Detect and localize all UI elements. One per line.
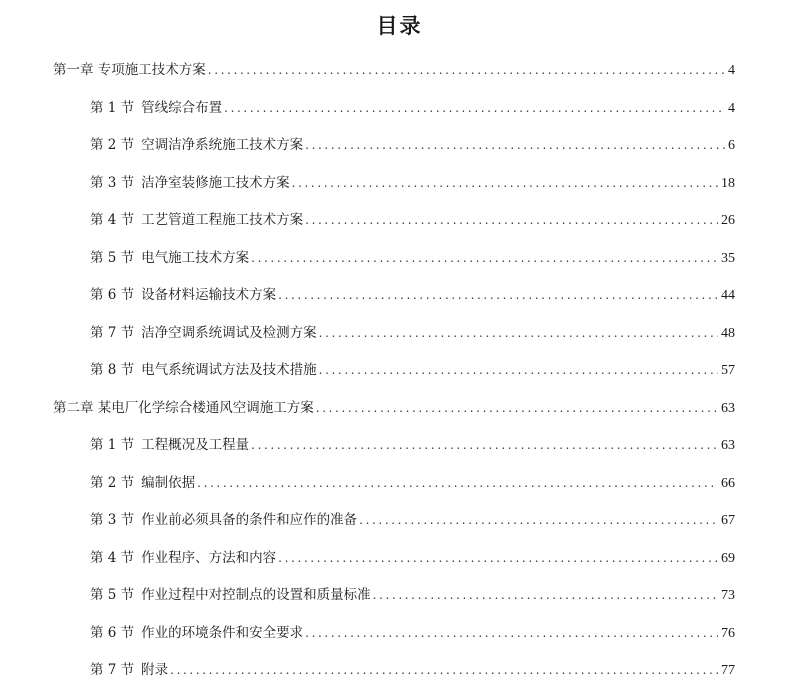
toc-section-label [90,434,249,456]
toc-section-number: 第 4 节 [90,212,135,228]
toc-section-label [90,97,222,119]
toc-chapter-2[interactable] [53,397,735,419]
toc-page-number: 35 [721,250,735,266]
toc-section-label [90,172,290,194]
toc-section-number: 第 4 节 [90,549,135,566]
dot-leader [316,397,718,419]
toc-section-2-4[interactable] [90,547,735,569]
toc-section-number: 第 7 节 [90,662,135,678]
toc-section-label [90,659,168,681]
toc-section-1-8[interactable] [90,359,735,381]
toc-section-1-3[interactable] [90,172,735,194]
toc-section-number: 第 8 节 [90,362,135,378]
toc-page-number: 63 [721,438,735,453]
toc-section-number: 第 6 节 [90,287,135,303]
toc-section-label [90,247,249,269]
toc-section-2-1[interactable] [90,434,735,456]
toc-section-number: 第 2 节 [90,137,135,153]
toc-section-text: 电气系统调试方法及技术措施 [141,362,317,378]
dot-leader [373,584,718,606]
dot-leader [208,59,725,81]
toc-page-number: 57 [721,363,735,378]
toc-page-number: 77 [721,663,735,678]
toc-section-text: 附录 [141,662,169,678]
dot-leader [305,209,718,231]
dot-leader [251,247,718,269]
toc-page-number: 18 [721,175,735,191]
toc-page-number: 67 [721,513,735,528]
dot-leader [278,547,718,569]
dot-leader [359,509,718,531]
toc-section-label [90,472,195,494]
toc-section-text: 工程概况及工程量 [141,437,250,453]
toc-section-2-7[interactable] [90,659,735,681]
toc-chapter-label: 第一章 专项施工技术方案 [53,62,206,78]
toc-page-number: 63 [721,400,735,416]
toc-section-text: 作业程序、方法和内容 [141,549,277,566]
dot-leader [170,659,718,681]
toc-section-label [90,509,357,531]
toc-chapter-label: 第二章 某电厂化学综合楼通风空调施工方案 [53,399,314,416]
dot-leader [319,322,718,344]
toc-section-label [90,322,317,344]
toc-section-label [90,584,371,606]
toc-title: 目录 [376,14,423,38]
toc-page-number: 4 [728,63,735,78]
toc-section-number: 第 3 节 [90,512,135,528]
toc-section-text: 编制依据 [141,474,196,491]
toc-page-number: 66 [721,475,735,491]
toc-section-2-3[interactable] [90,509,735,531]
toc-section-number: 第 1 节 [90,99,135,116]
dot-leader [319,359,718,381]
toc-section-label [90,547,276,569]
toc-section-text: 空调洁净系统施工技术方案 [141,137,304,153]
dot-leader [251,434,718,456]
toc-section-text: 工艺管道工程施工技术方案 [141,212,304,228]
toc-page-number: 69 [721,550,735,566]
toc-section-text: 作业的环境条件和安全要求 [141,624,304,641]
dot-leader [292,172,718,194]
dot-leader [305,622,718,644]
toc-section-number: 第 5 节 [90,249,135,266]
dot-leader [305,134,725,156]
toc-section-number: 第 5 节 [90,587,135,603]
toc-page-number: 4 [728,100,735,116]
toc-section-number: 第 1 节 [90,437,135,453]
toc-section-1-6[interactable] [90,284,735,306]
toc-page-number: 26 [721,213,735,228]
toc-section-2-2[interactable] [90,472,735,494]
toc-page-number: 73 [721,588,735,603]
toc-section-1-5[interactable] [90,247,735,269]
toc-section-label [90,134,303,156]
toc-section-text: 作业过程中对控制点的设置和质量标准 [141,587,371,603]
toc-section-2-6[interactable] [90,622,735,644]
toc-section-1-2[interactable] [90,134,735,156]
toc-section-1-7[interactable] [90,322,735,344]
toc-section-text: 设备材料运输技术方案 [141,287,277,303]
toc-section-text: 电气施工技术方案 [141,249,250,266]
toc-section-label [90,359,317,381]
dot-leader [224,97,725,119]
toc-section-label [90,209,303,231]
toc-section-1-1[interactable] [90,97,735,119]
toc-page-number: 44 [721,288,735,303]
toc-section-text: 洁净室装修施工技术方案 [141,174,290,191]
toc-section-label [90,622,303,644]
toc-section-text: 作业前必须具备的条件和应作的准备 [141,512,358,528]
dot-leader [197,472,718,494]
toc-section-text: 洁净空调系统调试及检测方案 [141,324,317,341]
toc-section-number: 第 7 节 [90,324,135,341]
toc-section-1-4[interactable] [90,209,735,231]
toc-section-label [90,284,276,306]
toc-section-number: 第 6 节 [90,624,135,641]
toc-section-2-5[interactable] [90,584,735,606]
toc-chapter-1[interactable] [53,59,735,81]
toc-section-number: 第 3 节 [90,174,135,191]
dot-leader [278,284,718,306]
toc-page-number: 6 [728,138,735,153]
toc-page-number: 76 [721,625,735,641]
toc-page-number: 48 [721,325,735,341]
toc-section-number: 第 2 节 [90,474,135,491]
toc-section-text: 管线综合布置 [141,99,223,116]
